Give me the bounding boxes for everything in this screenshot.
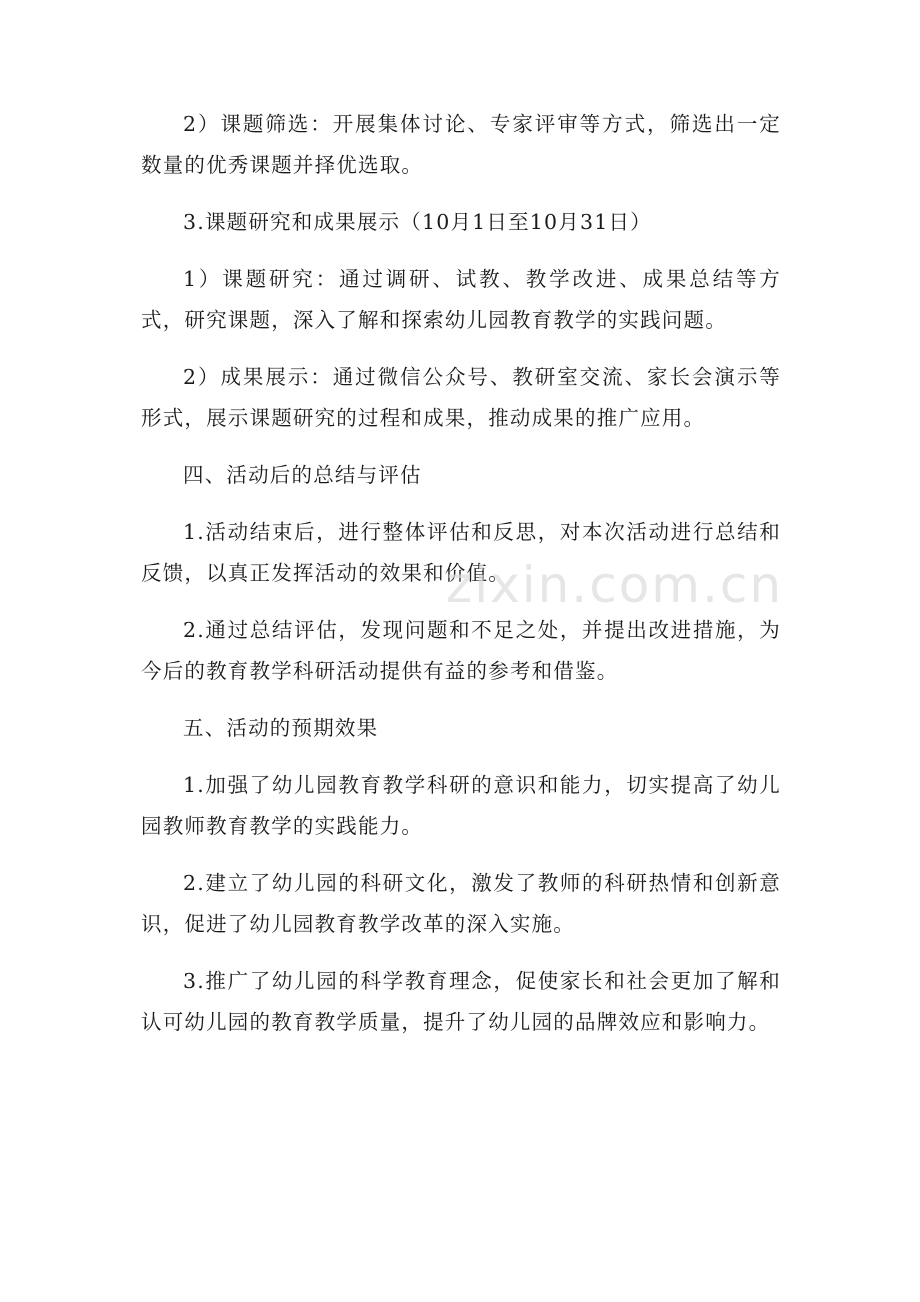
paragraph-effect-2: 2.建立了幼儿园的科研文化，激发了教师的科研热情和创新意识，促进了幼儿园教育教学改革的深入实施。 (141, 871, 781, 936)
paragraph-effect-1: 1.加强了幼儿园教育教学科研的意识和能力，切实提高了幼儿园教师教育教学的实践能力。 (141, 773, 781, 838)
watermark: zixin.com.cn (446, 556, 784, 614)
heading-research-and-showcase: 3.课题研究和成果展示（10月1日至10月31日） (183, 210, 652, 234)
paragraph-topic-research: 1）课题研究：通过调研、试教、教学改进、成果总结等方式，研究课题，深入了解和探索幼儿园教育教学的实践问题。 (141, 267, 781, 332)
paragraph-topic-screening: 2）课题筛选：开展集体讨论、专家评审等方式，筛选出一定数量的优秀课题并择优选取。 (141, 112, 781, 177)
paragraph-results-showcase: 2）成果展示：通过微信公众号、教研室交流、家长会演示等形式，展示课题研究的过程和成果，推动成果的推广应用。 (141, 365, 781, 430)
paragraph-effect-3: 3.推广了幼儿园的科学教育理念，促使家长和社会更加了解和认可幼儿园的教育教学质量，提升了幼儿园的品牌效应和影响力。 (141, 969, 781, 1034)
paragraph-summary-1: 1.活动结束后，进行整体评估和反思，对本次活动进行总结和反馈，以真正发挥活动的效果和价值。 (141, 520, 781, 585)
section-heading-summary-evaluation: 四、活动后的总结与评估 (183, 463, 422, 487)
paragraph-summary-2: 2.通过总结评估，发现问题和不足之处，并提出改进措施，为今后的教育教学科研活动提供有益的参考和借鉴。 (141, 618, 781, 683)
section-heading-expected-effects: 五、活动的预期效果 (183, 716, 379, 740)
document-body (141, 104, 784, 1059)
